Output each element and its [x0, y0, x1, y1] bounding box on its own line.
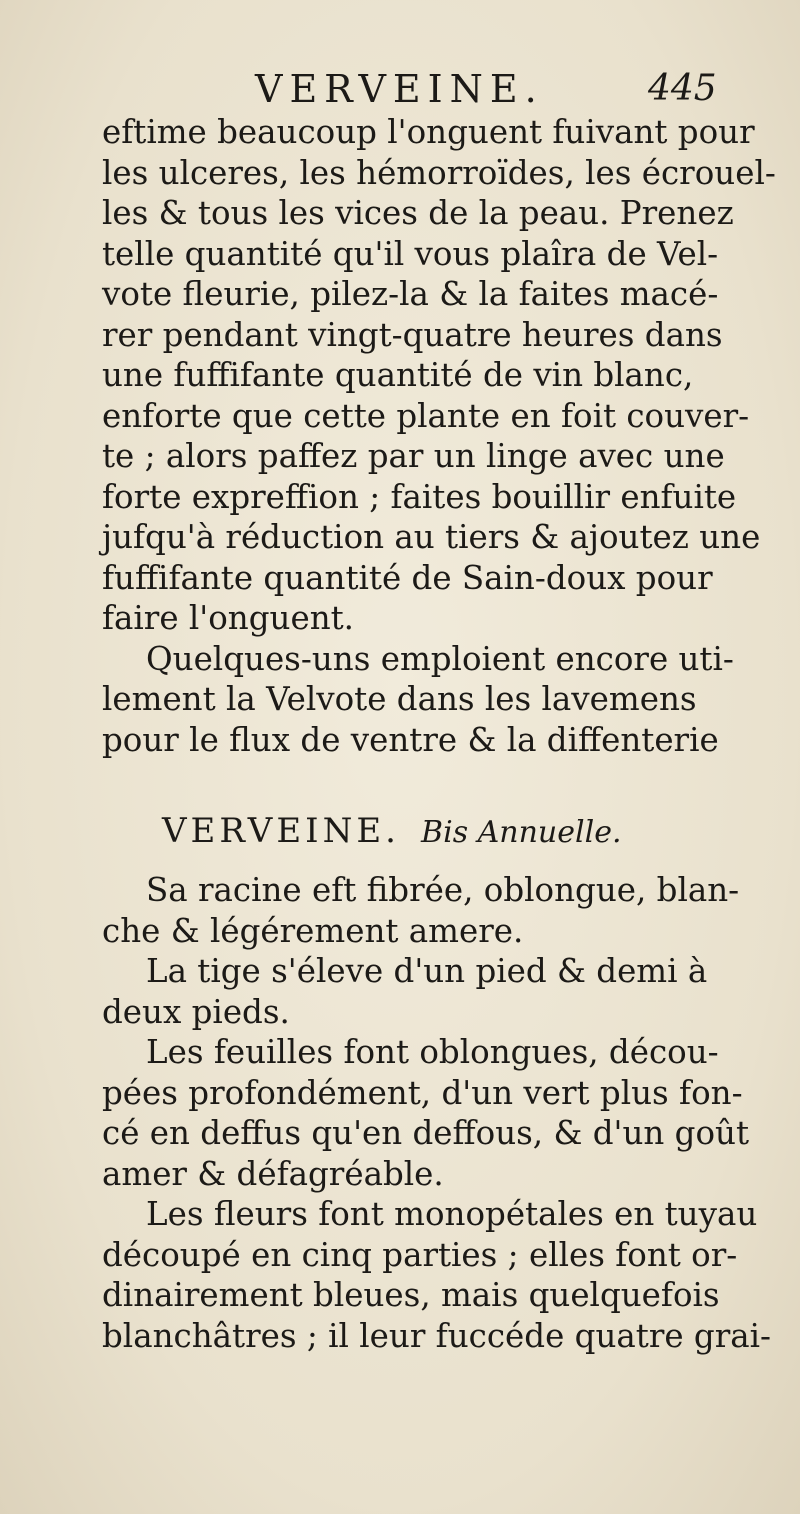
text-line: forte expreffion ; faites bouillir enfuite	[102, 477, 737, 516]
text-line: fuffifante quantité de Sain-doux pour	[102, 558, 713, 597]
section-title: VERVEINE.	[162, 811, 400, 851]
page-number: 445	[648, 68, 717, 109]
text-line: jufqu'à réduction au tiers & ajoutez une	[102, 518, 761, 556]
text-line: faire l'onguent.	[102, 599, 355, 637]
text-line: lement la Velvote dans les lavemens	[102, 680, 697, 718]
text-line: vote fleurie, pilez-la & la faites macé-	[102, 275, 719, 313]
text-line: eftime beaucoup l'onguent fuivant pour	[102, 113, 755, 151]
text-line: che & légérement amere.	[102, 911, 524, 950]
page-header	[255, 64, 795, 114]
text-line: La tige s'éleve d'un pied & demi à	[146, 952, 708, 990]
text-line: blanchâtres ; il leur fuccéde quatre grai-	[102, 1316, 772, 1355]
text-line: Quelques-uns emploient encore uti-	[146, 639, 734, 678]
text-line: pour le flux de ventre & la diffenterie	[102, 720, 719, 759]
section-subtitle: Bis Annuelle.	[421, 815, 622, 850]
running-head: VERVEINE.	[255, 67, 544, 111]
body-text-lower	[102, 870, 792, 1356]
body-text-upper	[102, 112, 792, 760]
text-line: Les feuilles font oblongues, décou-	[146, 1033, 719, 1071]
text-line: telle quantité qu'il vous plaîra de Vel-	[102, 234, 719, 273]
text-line: te ; alors paffez par un linge avec une	[102, 437, 725, 475]
text-line: rer pendant vingt-quatre heures dans	[102, 315, 723, 354]
text-line: les ulceres, les hémorroïdes, les écrouel-	[102, 153, 776, 192]
text-line: deux pieds.	[102, 992, 290, 1031]
text-line: Sa racine eft fibrée, oblongue, blan-	[146, 871, 740, 909]
section-heading	[162, 806, 762, 856]
text-line: dinairement bleues, mais quelquefois	[102, 1276, 720, 1314]
text-line: une fuffifante quantité de vin blanc,	[102, 356, 694, 394]
text-line: découpé en cinq parties ; elles font or-	[102, 1235, 738, 1274]
text-line: Les fleurs font monopétales en tuyau	[146, 1195, 758, 1233]
text-line: pées profondément, d'un vert plus fon-	[102, 1073, 743, 1112]
text-line: amer & défagréable.	[102, 1154, 444, 1193]
text-line: cé en deffus qu'en deffous, & d'un goût	[102, 1114, 750, 1152]
text-line: les & tous les vices de la peau. Prenez	[102, 194, 734, 232]
text-line: enforte que cette plante en foit couver-	[102, 396, 750, 435]
